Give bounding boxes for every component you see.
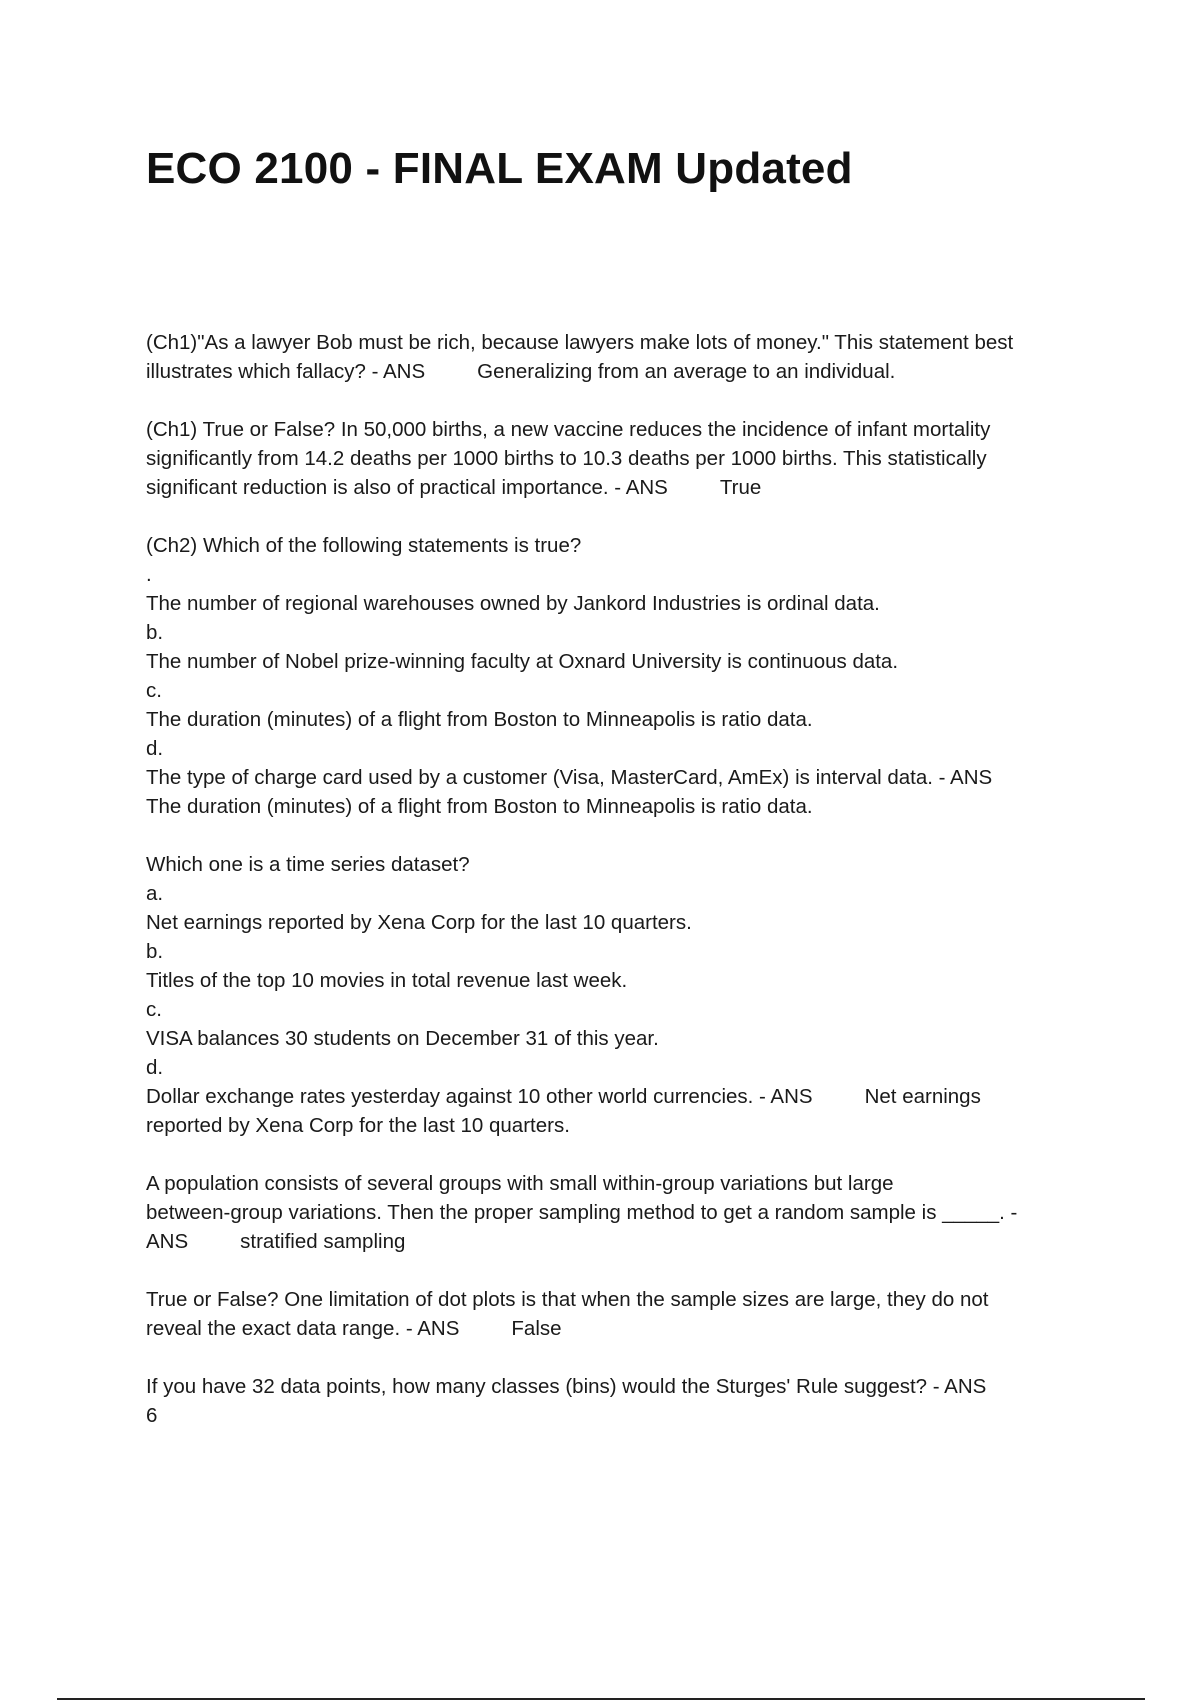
qa-item-3 — [146, 531, 1096, 821]
option-text: The type of charge card used by a customer (Visa, MasterCard, AmEx) is interval data. - ANS — [146, 766, 993, 789]
option-text: Net earnings reported by Xena Corp for the last 10 quarters. — [146, 911, 692, 934]
qa-item-5 — [146, 1169, 1096, 1256]
option-letter: d. — [146, 737, 164, 760]
page-title: ECO 2100 - FINAL EXAM Updated — [146, 144, 853, 193]
answer-text: reported by Xena Corp for the last 10 quarters. — [146, 1114, 570, 1137]
question-line-with-answer — [146, 1227, 1096, 1256]
option-letter: d. — [146, 1056, 164, 1079]
question-line-with-answer — [146, 473, 1096, 502]
answer-text: Net earnings — [864, 1085, 981, 1108]
question-line: between-group variations. Then the proper sampling method to get a random sample is _____. - — [146, 1201, 1018, 1224]
qa-item-2 — [146, 415, 1096, 502]
question-line: True or False? One limitation of dot plots is that when the sample sizes are large, they do not — [146, 1288, 989, 1311]
question-line: Which one is a time series dataset? — [146, 853, 470, 876]
question-line: significant reduction is also of practical importance. - ANS — [146, 476, 668, 499]
question-line-with-answer — [146, 1082, 1096, 1111]
qa-item-6 — [146, 1285, 1096, 1343]
question-line: A population consists of several groups with small within-group variations but large — [146, 1172, 894, 1195]
question-line-with-answer — [146, 1314, 1096, 1343]
option-text: Dollar exchange rates yesterday against 10 other world currencies. - ANS — [146, 1085, 813, 1108]
answer-text: stratified sampling — [240, 1230, 406, 1253]
answer-text: 6 — [146, 1404, 158, 1427]
option-letter: . — [146, 563, 152, 586]
qa-item-4 — [146, 850, 1096, 1140]
option-letter: b. — [146, 621, 164, 644]
option-text: The number of Nobel prize-winning faculty at Oxnard University is continuous data. — [146, 650, 899, 673]
option-text: VISA balances 30 students on December 31 of this year. — [146, 1027, 659, 1050]
question-line: ANS — [146, 1230, 189, 1253]
answer-text: Generalizing from an average to an individual. — [477, 360, 896, 383]
question-line-with-answer — [146, 357, 1096, 386]
option-text: The number of regional warehouses owned by Jankord Industries is ordinal data. — [146, 592, 880, 615]
answer-text: The duration (minutes) of a flight from Boston to Minneapolis is ratio data. — [146, 795, 813, 818]
qa-item-7 — [146, 1372, 1096, 1430]
option-letter: b. — [146, 940, 164, 963]
exam-content — [146, 328, 1096, 1459]
answer-text: False — [511, 1317, 562, 1340]
answer-text: True — [719, 476, 762, 499]
question-line: significantly from 14.2 deaths per 1000 births to 10.3 deaths per 1000 births. This statistically — [146, 447, 987, 470]
option-letter: a. — [146, 882, 164, 905]
option-letter: c. — [146, 679, 162, 702]
option-text: The duration (minutes) of a flight from Boston to Minneapolis is ratio data. — [146, 708, 813, 731]
option-letter: c. — [146, 998, 162, 1021]
qa-item-1 — [146, 328, 1096, 386]
question-line: (Ch1)"As a lawyer Bob must be rich, because lawyers make lots of money." This statement best — [146, 331, 1014, 354]
question-line: reveal the exact data range. - ANS — [146, 1317, 460, 1340]
question-line: illustrates which fallacy? - ANS — [146, 360, 426, 383]
question-line: If you have 32 data points, how many classes (bins) would the Sturges' Rule suggest? - ANS — [146, 1375, 987, 1398]
question-line: (Ch1) True or False? In 50,000 births, a new vaccine reduces the incidence of infant mortality — [146, 418, 991, 441]
option-text: Titles of the top 10 movies in total revenue last week. — [146, 969, 628, 992]
question-line: (Ch2) Which of the following statements is true? — [146, 534, 582, 557]
